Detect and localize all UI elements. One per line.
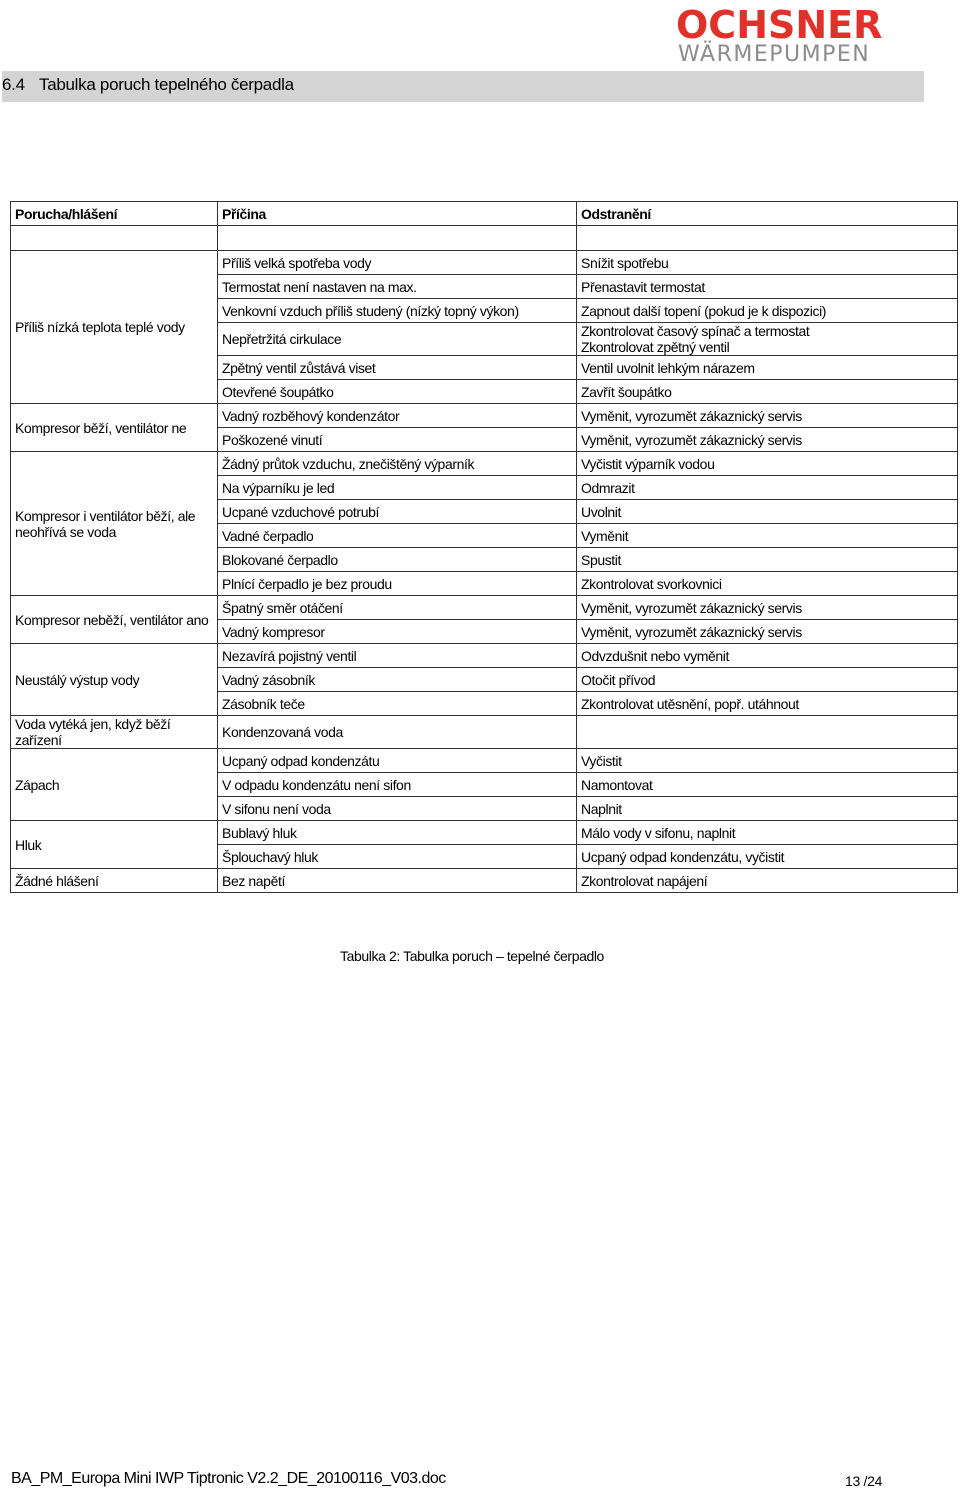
fault-cell: Žádné hlášení xyxy=(11,869,218,893)
remedy-cell: Vyměnit xyxy=(577,524,958,548)
remedy-cell: Vyčistit výparník vodou xyxy=(577,452,958,476)
cause-cell: Kondenzovaná voda xyxy=(218,716,577,749)
remedy-cell: Uvolnit xyxy=(577,500,958,524)
remedy-cell: Vyčistit xyxy=(577,749,958,773)
cause-cell: V sifonu není voda xyxy=(218,797,577,821)
header-cause: Příčina xyxy=(218,202,577,226)
remedy-cell: Otočit přívod xyxy=(577,668,958,692)
table-header-row xyxy=(11,202,958,226)
remedy-cell: Zkontrolovat utěsnění, popř. utáhnout xyxy=(577,692,958,716)
table-row xyxy=(11,452,958,476)
fault-cell: Zápach xyxy=(11,749,218,821)
cause-cell: Zásobník teče xyxy=(218,692,577,716)
table-row xyxy=(11,644,958,668)
cause-cell: Bez napětí xyxy=(218,869,577,893)
header-fault: Porucha/hlášení xyxy=(11,202,218,226)
cause-cell: Plnící čerpadlo je bez proudu xyxy=(218,572,577,596)
cause-cell: Nezavírá pojistný ventil xyxy=(218,644,577,668)
section-heading xyxy=(2,71,924,102)
fault-cell: Hluk xyxy=(11,821,218,869)
fault-cell: Kompresor neběží, ventilátor ano xyxy=(11,596,218,644)
cause-cell: Blokované čerpadlo xyxy=(218,548,577,572)
remedy-cell: Vyměnit, vyrozumět zákaznický servis xyxy=(577,596,958,620)
table-row xyxy=(11,596,958,620)
fault-cell: Kompresor běží, ventilátor ne xyxy=(11,404,218,452)
table-spacer-row xyxy=(11,226,958,251)
cause-cell: Příliš velká spotřeba vody xyxy=(218,251,577,275)
remedy-cell: Zkontrolovat svorkovnici xyxy=(577,572,958,596)
table-row xyxy=(11,749,958,773)
footer-page-number: 13 /24 xyxy=(845,1473,883,1489)
remedy-cell: Snížit spotřebu xyxy=(577,251,958,275)
cause-cell: Vadný rozběhový kondenzátor xyxy=(218,404,577,428)
cause-cell: Vadný zásobník xyxy=(218,668,577,692)
table-row xyxy=(11,404,958,428)
cause-cell: Nepřetržitá cirkulace xyxy=(218,323,577,356)
cause-cell: Termostat není nastaven na max. xyxy=(218,275,577,299)
cause-cell: Otevřené šoupátko xyxy=(218,380,577,404)
remedy-cell: Naplnit xyxy=(577,797,958,821)
cause-cell: V odpadu kondenzátu není sifon xyxy=(218,773,577,797)
cause-cell: Špatný směr otáčení xyxy=(218,596,577,620)
table-row xyxy=(11,869,958,893)
remedy-cell: Ventil uvolnit lehkým nárazem xyxy=(577,356,958,380)
remedy-cell: Odvzdušnit nebo vyměnit xyxy=(577,644,958,668)
fault-cell: Příliš nízká teplota teplé vody xyxy=(11,251,218,404)
header-remedy: Odstranění xyxy=(577,202,958,226)
table-row xyxy=(11,251,958,275)
remedy-cell: Málo vody v sifonu, naplnit xyxy=(577,821,958,845)
logo-subbrand: WÄRMEPUMPEN xyxy=(678,42,871,67)
remedy-cell: Ucpaný odpad kondenzátu, vyčistit xyxy=(577,845,958,869)
cause-cell: Venkovní vzduch příliš studený (nízký topný výkon) xyxy=(218,299,577,323)
cause-cell: Na výparníku je led xyxy=(218,476,577,500)
logo-brand: OCHSNER xyxy=(676,3,883,47)
remedy-cell: Vyměnit, vyrozumět zákaznický servis xyxy=(577,428,958,452)
remedy-cell: Zkontrolovat napájení xyxy=(577,869,958,893)
table-row xyxy=(11,821,958,845)
fault-table-body xyxy=(11,226,958,893)
fault-cell: Kompresor i ventilátor běží, ale neohřívá se voda xyxy=(11,452,218,596)
remedy-cell: Spustit xyxy=(577,548,958,572)
cause-cell: Zpětný ventil zůstává viset xyxy=(218,356,577,380)
cause-cell: Šplouchavý hluk xyxy=(218,845,577,869)
table-caption: Tabulka 2: Tabulka poruch – tepelné čerpadlo xyxy=(340,948,604,964)
remedy-cell: Přenastavit termostat xyxy=(577,275,958,299)
cause-cell: Ucpané vzduchové potrubí xyxy=(218,500,577,524)
cause-cell: Ucpaný odpad kondenzátu xyxy=(218,749,577,773)
remedy-cell: Zkontrolovat časový spínač a termostat Zkontrolovat zpětný ventil xyxy=(577,323,958,356)
section-title: Tabulka poruch tepelného čerpadla xyxy=(39,75,294,94)
remedy-cell: Namontovat xyxy=(577,773,958,797)
cause-cell: Bublavý hluk xyxy=(218,821,577,845)
fault-cell: Neustálý výstup vody xyxy=(11,644,218,716)
fault-table xyxy=(10,201,958,893)
footer-filename: BA_PM_Europa Mini IWP Tiptronic V2.2_DE_20100116_V03.doc xyxy=(11,1470,446,1487)
fault-cell: Voda vytéká jen, když běží zařízení xyxy=(11,716,218,749)
cause-cell: Vadné čerpadlo xyxy=(218,524,577,548)
cause-cell: Vadný kompresor xyxy=(218,620,577,644)
remedy-cell: Odmrazit xyxy=(577,476,958,500)
cause-cell: Poškozené vinutí xyxy=(218,428,577,452)
ochsner-logo xyxy=(676,3,896,67)
remedy-cell: Vyměnit, vyrozumět zákaznický servis xyxy=(577,404,958,428)
remedy-cell xyxy=(577,716,958,749)
table-row xyxy=(11,716,958,749)
section-number: 6.4 xyxy=(2,75,25,94)
remedy-cell: Zavřít šoupátko xyxy=(577,380,958,404)
remedy-cell: Vyměnit, vyrozumět zákaznický servis xyxy=(577,620,958,644)
remedy-cell: Zapnout další topení (pokud je k dispozici) xyxy=(577,299,958,323)
cause-cell: Žádný průtok vzduchu, znečištěný výparník xyxy=(218,452,577,476)
